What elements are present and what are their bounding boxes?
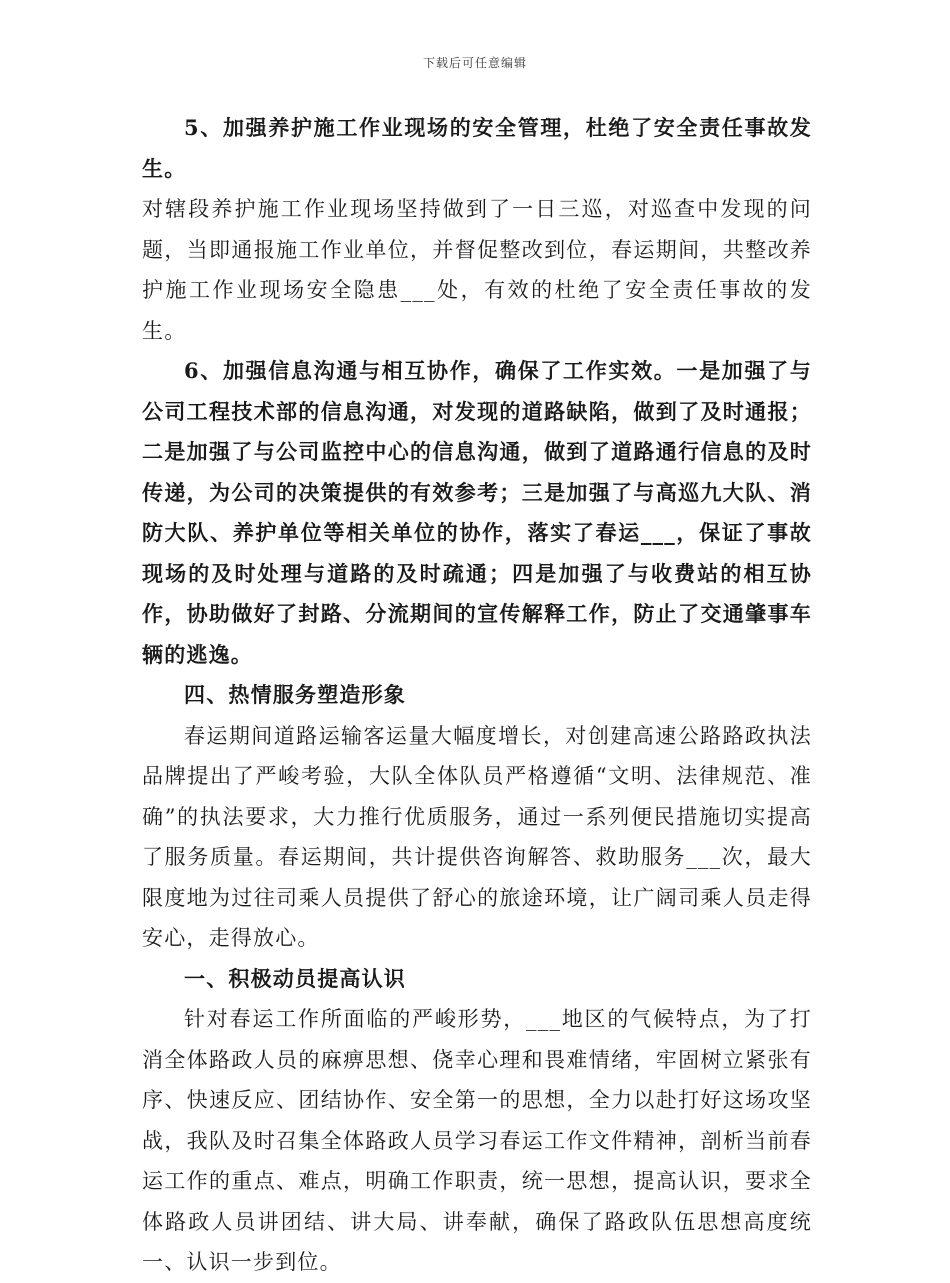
section-heading-1: 一、积极动员提高认识 [184, 965, 406, 991]
section-heading-4: 四、热情服务塑造形象 [184, 682, 406, 707]
paragraph-service: 春运期间道路运输客运量大幅度增长，对创建高速公路路政执法品牌提出了严峻考验，大队全体队员严格遵循“文明、法律规范、准确”的执法要求，大力推行优质服务，通过一系列便民措施切实提高了服务质量。春运期间，共计提供咨询解答、救助服务___次，最大限度地为过往司乘人员提供了舒心的旅途环境，让广阔司乘人员走得安心，走得放心。 [142, 723, 812, 950]
page-header: 下载后可任意编辑 [422, 56, 527, 70]
document-body [142, 108, 812, 1283]
paragraph-5-body: 对辖段养护施工作业现场坚持做到了一日三巡，对巡查中发现的问题，当即通报施工作业单位，并督促整改到位，春运期间，共整改养护施工作业现场安全隐患___处，有效的杜绝了安全责任事故的发生。 [142, 197, 812, 343]
paragraph-mobilize: 针对春运工作所面临的严峻形势，___地区的气候特点，为了打消全体路政人员的麻痹思想、侥幸心理和畏难情绪，牢固树立紧张有序、快速反应、团结协作、安全第一的思想，全力以赴打好这场攻坚战，我队及时召集全体路政人员学习春运工作文件精神，剖析当前春运工作的重点、难点，明确工作职责，统一思想，提高认识，要求全体路政人员讲团结、讲大局、讲奉献，确保了路政队伍思想高度统一、认识一步到位。 [142, 1007, 812, 1274]
paragraph-5-heading: 5、加强养护施工作业现场的安全管理，杜绝了安全责任事故发生。 [142, 115, 812, 181]
paragraph-6: 6、加强信息沟通与相互协作，确保了工作实效。一是加强了与公司工程技术部的信息沟通，对发现的道路缺陷，做到了及时通报；二是加强了与公司监控中心的信息沟通，做到了道路通行信息的及时传递，为公司的决策提供的有效参考；三是加强了与高巡九大队、消防大队、养护单位等相关单位的协作，落实了春运___，保证了事故现场的及时处理与道路的及时疏通；四是加强了与收费站的相互协作，协助做好了封路、分流期间的宣传解释工作，防止了交通肇事车辆的逃逸。 [142, 358, 812, 667]
